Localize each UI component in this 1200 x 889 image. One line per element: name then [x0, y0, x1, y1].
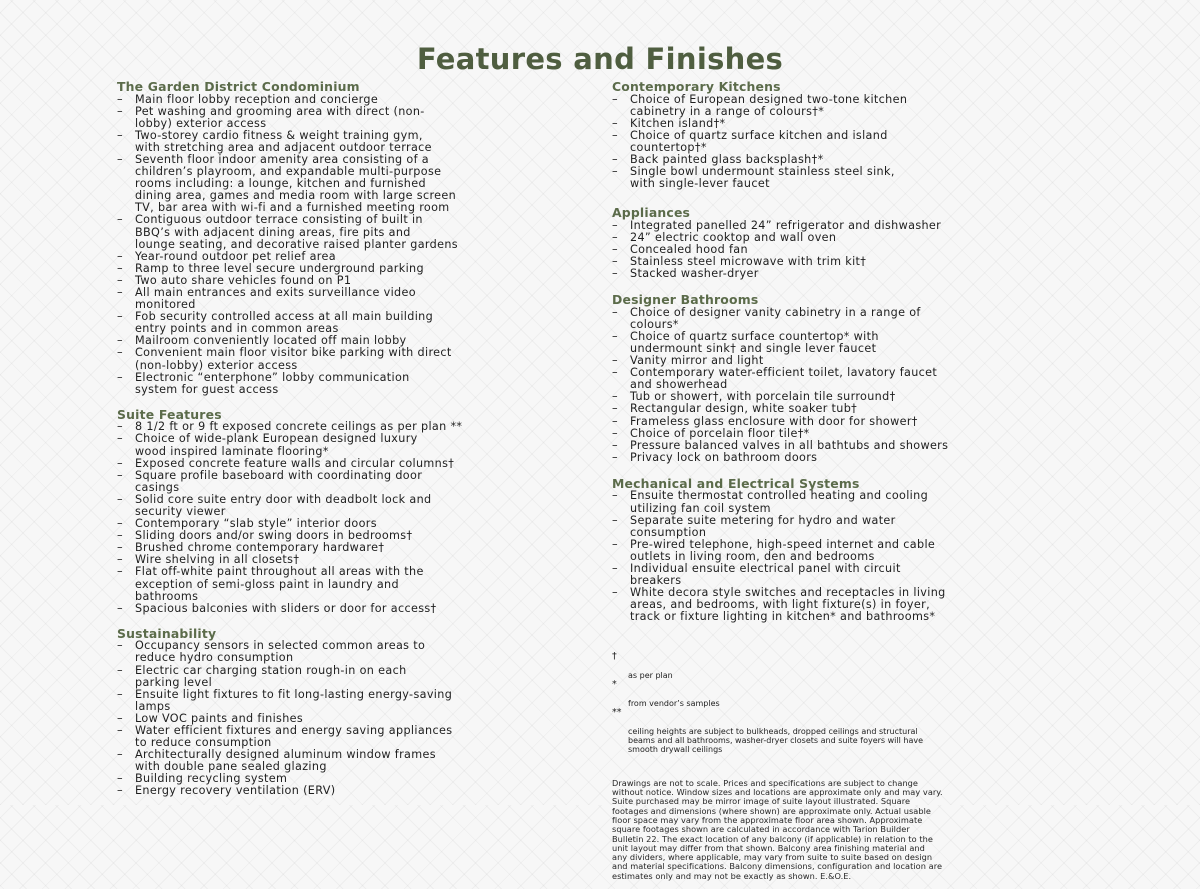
feature-item: – Privacy lock on bathroom doors — [612, 452, 1082, 464]
feature-item: – Electronic “enterphone” lobby communication system for guest access — [117, 372, 592, 396]
feature-item: – Sliding doors and/or swing doors in bedrooms† — [117, 530, 592, 542]
feature-item: – Choice of quartz surface countertop* with undermount sink† and single lever faucet — [612, 331, 1082, 355]
feature-item: – Stainless steel microwave with trim kit† — [612, 256, 1082, 268]
feature-item: – Back painted glass backsplash†* — [612, 154, 1082, 166]
feature-item: – Contemporary “slab style” interior doors — [117, 518, 592, 530]
feature-list — [612, 220, 1082, 280]
section-mechanical — [612, 475, 1082, 624]
feature-item: – Contemporary water-efficient toilet, lavatory faucet and showerhead — [612, 367, 1082, 391]
section-appliances — [612, 207, 1082, 280]
feature-item: – Convenient main floor visitor bike parking with direct (non-lobby) exterior access — [117, 347, 592, 371]
footnote-text: from vendor’s samples — [628, 698, 720, 708]
feature-item: – Choice of designer vanity cabinetry in a range of colours* — [612, 307, 1082, 331]
feature-item: – Exposed concrete feature walls and circular columns† — [117, 458, 592, 470]
feature-item: – Ensuite light fixtures to fit long-lasting energy-saving lamps — [117, 689, 592, 713]
feature-item: – Square profile baseboard with coordinating door casings — [117, 470, 592, 494]
feature-item: – Contiguous outdoor terrace consisting of built in BBQ’s with adjacent dining areas, fire pits and lounge seating, and decorative raised planter gardens — [117, 214, 592, 250]
feature-item: – Brushed chrome contemporary hardware† — [117, 542, 592, 554]
feature-item: – Single bowl undermount stainless steel sink, with single-lever faucet — [612, 166, 1082, 190]
feature-item: – Rectangular design, white soaker tub† — [612, 403, 1082, 415]
feature-item: – Two-storey cardio fitness & weight training gym, with stretching area and adjacent outdoor terrace — [117, 130, 592, 154]
feature-item: – Separate suite metering for hydro and water consumption — [612, 515, 1082, 539]
feature-item: – 8 1/2 ft or 9 ft exposed concrete ceilings as per plan ** — [117, 421, 592, 433]
feature-item: – Ramp to three level secure underground parking — [117, 263, 592, 275]
feature-list — [117, 421, 592, 615]
footnote — [612, 652, 1082, 680]
feature-item: – Pre-wired telephone, high-speed internet and cable outlets in living room, den and bedrooms — [612, 539, 1082, 563]
feature-list — [612, 490, 1082, 623]
feature-item: – Choice of quartz surface kitchen and island countertop†* — [612, 130, 1082, 154]
feature-item: – Tub or shower†, with porcelain tile surround† — [612, 391, 1082, 403]
section-heading: Appliances — [612, 205, 691, 221]
feature-item: – Spacious balconies with sliders or door for access† — [117, 603, 592, 615]
feature-item: – Water efficient fixtures and energy saving appliances to reduce consumption — [117, 725, 592, 749]
feature-item: – 24” electric cooktop and wall oven — [612, 232, 1082, 244]
feature-item: – Main floor lobby reception and concierge — [117, 94, 592, 106]
footnote — [612, 708, 1082, 754]
feature-item: – Kitchen island†* — [612, 118, 1082, 130]
page-title: Features and Finishes — [416, 42, 784, 76]
feature-item: – Pet washing and grooming area with direct (non- lobby) exterior access — [117, 106, 592, 130]
feature-item: – Flat off-white paint throughout all areas with the exception of semi-gloss paint in laundry and bathrooms — [117, 566, 592, 602]
feature-item: – Year-round outdoor pet relief area — [117, 251, 592, 263]
feature-item: – Seventh floor indoor amenity area consisting of a children’s playroom, and expandable multi-purpose rooms including: a lounge, kitchen and furnished dining area, games and media room with large screen TV, bar area with wi-fi and a furnished meeting room — [117, 154, 592, 214]
feature-item: – White decora style switches and receptacles in living areas, and bedrooms, with light fixture(s) in foyer, track or fixture lighting in kitchen* and bathrooms* — [612, 587, 1082, 623]
feature-item: – Low VOC paints and finishes — [117, 713, 592, 725]
feature-item: – All main entrances and exits surveillance video monitored — [117, 287, 592, 311]
section-heading: Suite Features — [117, 406, 222, 422]
feature-list — [612, 94, 1082, 191]
feature-item: – Integrated panelled 24” refrigerator and dishwasher — [612, 220, 1082, 232]
section-heading: The Garden District Condominium — [117, 79, 360, 94]
footnotes — [612, 652, 1082, 754]
footnote-symbol: ** — [612, 707, 622, 719]
section-bathrooms — [612, 294, 1082, 464]
footnote-symbol: † — [612, 651, 617, 663]
footnote-text: ceiling heights are subject to bulkheads, dropped ceilings and structural beams and all bathrooms, washer-dryer closets and suite foyers will have smooth drywall ceilings — [628, 726, 924, 755]
section-sustainability — [117, 625, 592, 798]
feature-item: – Pressure balanced valves in all bathtubs and showers — [612, 440, 1082, 452]
feature-list — [117, 640, 592, 797]
feature-item: – Solid core suite entry door with deadbolt lock and security viewer — [117, 494, 592, 518]
footnote-text: as per plan — [628, 671, 673, 681]
feature-item: – Occupancy sensors in selected common areas to reduce hydro consumption — [117, 640, 592, 664]
section-heading: Mechanical and Electrical Systems — [612, 475, 860, 491]
feature-item: – Electric car charging station rough-in on each parking level — [117, 665, 592, 689]
feature-item: – Choice of wide-plank European designed luxury wood inspired laminate flooring* — [117, 433, 592, 457]
disclaimer: Drawings are not to scale. Prices and specifications are subject to change without notice. Window sizes and locations are approximate only and may vary. Suite purchased may be mirror image of suite layout illustrated. Square footages and dimensions (where shown) are approximate only. Actual usable floor space may vary from the approximate floor area shown. Approximate square footages shown are calculated in accordance with Tarion Builder Bulletin 22. The exact location of any balcony (if applicable) in relation to the unit layout may differ from that shown. Balcony area finishing material and any dividers, where applicable, may vary from suite to suite based on design and material specifications. Balcony dimensions, configuration and location are estimates only and may not be exactly as shown. E.&O.E. — [612, 777, 943, 881]
feature-item: – Choice of porcelain floor tile†* — [612, 428, 1082, 440]
section-kitchens — [612, 81, 1082, 190]
right-column — [612, 81, 1082, 889]
section-heading: Sustainability — [117, 625, 217, 641]
feature-item: – Ensuite thermostat controlled heating and cooling utilizing fan coil system — [612, 490, 1082, 514]
section-garden-district — [117, 81, 592, 396]
feature-list — [612, 307, 1082, 464]
section-heading: Contemporary Kitchens — [612, 79, 781, 94]
feature-item: – Frameless glass enclosure with door for shower† — [612, 416, 1082, 428]
feature-item: – Vanity mirror and light — [612, 355, 1082, 367]
feature-item: – Fob security controlled access at all main building entry points and in common areas — [117, 311, 592, 335]
feature-item: – Choice of European designed two-tone kitchen cabinetry in a range of colours†* — [612, 94, 1082, 118]
feature-item: – Energy recovery ventilation (ERV) — [117, 785, 592, 797]
feature-item: – Wire shelving in all closets† — [117, 554, 592, 566]
section-heading: Designer Bathrooms — [612, 292, 759, 308]
feature-item: – Building recycling system — [117, 773, 592, 785]
feature-item: – Mailroom conveniently located off main lobby — [117, 335, 592, 347]
footnote — [612, 680, 1082, 708]
feature-item: – Concealed hood fan — [612, 244, 1082, 256]
section-suite-features — [117, 406, 592, 615]
feature-list — [117, 94, 592, 396]
feature-item: – Two auto share vehicles found on P1 — [117, 275, 592, 287]
feature-item: – Stacked washer-dryer — [612, 268, 1082, 280]
feature-item: – Architecturally designed aluminum window frames with double pane sealed glazing — [117, 749, 592, 773]
left-column — [117, 81, 592, 798]
footnote-symbol: * — [612, 679, 617, 691]
feature-item: – Individual ensuite electrical panel with circuit breakers — [612, 563, 1082, 587]
